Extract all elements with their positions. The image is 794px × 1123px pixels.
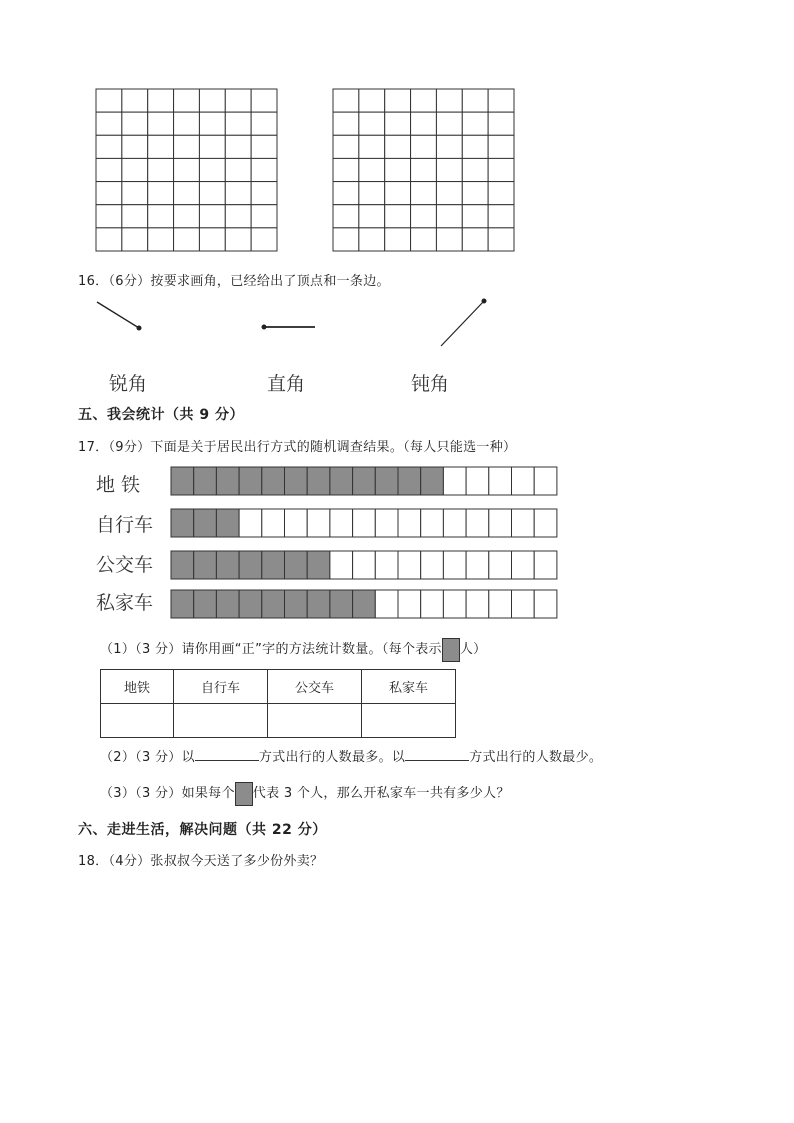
bar-cell-empty (239, 509, 262, 537)
bar-cell-empty (330, 551, 353, 579)
bar-cell-filled (171, 509, 194, 537)
grid-cell (436, 89, 462, 112)
bar-cell-filled (375, 467, 398, 495)
grid-cell (385, 158, 411, 181)
grid-cell (174, 135, 200, 158)
tally-answer-private-car[interactable] (362, 704, 456, 738)
grid-cell (96, 89, 122, 112)
question-16-text: 16．（6分）按要求画角，已经给出了顶点和一条边。 (78, 274, 390, 289)
grid-cell (122, 112, 148, 135)
bar-cell-empty (512, 551, 535, 579)
grid-cell (411, 158, 437, 181)
grid-cell (148, 205, 174, 228)
grid-cell (411, 89, 437, 112)
obtuse-angle-vertex (482, 299, 487, 304)
grid-cell (225, 135, 251, 158)
grid-cell (199, 182, 225, 205)
tally-answer-bus[interactable] (268, 704, 362, 738)
grid-cell (251, 205, 277, 228)
acute-angle-vertex (137, 326, 142, 331)
bar-cell-empty (421, 551, 444, 579)
section-5-title: 五、我会统计（共 9 分） (78, 407, 244, 423)
question-18-text: 18．（4分）张叔叔今天送了多少份外卖？ (78, 854, 324, 869)
bar-cell-filled (194, 467, 217, 495)
tally-answer-subway[interactable] (101, 704, 174, 738)
bar-cell-filled (262, 590, 285, 618)
bar-cell-filled (330, 467, 353, 495)
grid-cell (174, 228, 200, 251)
bar-cell-empty (285, 509, 308, 537)
grid-cell (488, 135, 514, 158)
grid-cell (488, 205, 514, 228)
bar-cell-empty (534, 551, 557, 579)
bar-cell-filled (330, 590, 353, 618)
grid-cell (359, 112, 385, 135)
grid-cell (359, 135, 385, 158)
grid-cell (488, 112, 514, 135)
bar-cell-filled (194, 551, 217, 579)
bar-cell-filled (171, 590, 194, 618)
bar-cell-filled (398, 467, 421, 495)
bar-cell-empty (534, 590, 557, 618)
grid-cell (225, 182, 251, 205)
grid-cell (122, 228, 148, 251)
grid-cell (359, 182, 385, 205)
grid-cell (251, 112, 277, 135)
answer-blank-least[interactable] (405, 747, 469, 761)
grid-cell (199, 205, 225, 228)
bar-cell-empty (443, 551, 466, 579)
bar-cell-filled (307, 467, 330, 495)
obtuse-angle-label: 钝角 (411, 373, 450, 395)
row-label-bus: 公交车 (96, 554, 154, 576)
bar-cell-empty (512, 509, 535, 537)
grid-paper-left (95, 88, 278, 256)
grid-cell (333, 158, 359, 181)
bar-cell-filled (216, 467, 239, 495)
grid-cell (436, 182, 462, 205)
grid-cell (174, 205, 200, 228)
bar-cell-empty (330, 509, 353, 537)
bar-cell-empty (534, 509, 557, 537)
grid-cell (148, 135, 174, 158)
grid-cell (225, 89, 251, 112)
bar-cell-empty (489, 590, 512, 618)
grid-cell (199, 89, 225, 112)
bar-cell-empty (398, 551, 421, 579)
grid-cell (199, 228, 225, 251)
grid-paper-right (332, 88, 515, 256)
grid-cell (411, 205, 437, 228)
bar-cell-filled (194, 509, 217, 537)
grid-cell (225, 205, 251, 228)
obtuse-angle-ray (441, 301, 484, 346)
right-angle-label: 直角 (267, 373, 306, 395)
bar-cell-filled (285, 551, 308, 579)
part-2-text-c: 方式出行的人数最少。 (469, 750, 603, 765)
row-label-bicycle: 自行车 (96, 514, 154, 536)
grid-cell (96, 112, 122, 135)
grid-cell (148, 182, 174, 205)
tally-header-private-car: 私家车 (362, 670, 456, 704)
bar-cell-filled (285, 590, 308, 618)
grid-cell (225, 158, 251, 181)
right-angle-vertex (262, 325, 267, 330)
grid-cell (411, 135, 437, 158)
bar-cell-filled (262, 551, 285, 579)
bar-cell-filled (239, 551, 262, 579)
bar-cell-empty (262, 509, 285, 537)
grid-cell (333, 135, 359, 158)
bar-cell-empty (421, 590, 444, 618)
grid-cell (462, 228, 488, 251)
grid-cell (462, 182, 488, 205)
row-label-subway: 地 铁 (96, 474, 141, 496)
bar-cell-empty (353, 551, 376, 579)
part-1-text-before: （1）（3 分）请你用画“正”字的方法统计数量。（每个表示 (100, 642, 442, 657)
grid-cell (333, 228, 359, 251)
question-17-part-3 (100, 782, 510, 801)
grid-cell (148, 112, 174, 135)
bar-cell-filled (171, 551, 194, 579)
bar-cell-filled (239, 590, 262, 618)
grid-cell (385, 89, 411, 112)
grid-cell (488, 182, 514, 205)
bar-cell-empty (489, 467, 512, 495)
bar-cell-filled (194, 590, 217, 618)
grid-cell (436, 158, 462, 181)
grid-cell (199, 112, 225, 135)
acute-angle-ray (97, 302, 139, 328)
bar-cell-empty (489, 509, 512, 537)
grid-cell (488, 158, 514, 181)
bar-cell-empty (443, 509, 466, 537)
grid-cell (148, 228, 174, 251)
bar-cell-empty (489, 551, 512, 579)
grid-cell (96, 205, 122, 228)
grid-cell (251, 182, 277, 205)
acute-angle-label: 锐角 (109, 373, 148, 395)
question-17-part-1 (100, 638, 486, 657)
part-2-text-a: （2）（3 分）以 (100, 750, 195, 765)
bar-cell-empty (534, 467, 557, 495)
grid-cell (385, 135, 411, 158)
grid-cell (199, 135, 225, 158)
grid-cell (96, 135, 122, 158)
part-3-text-after: 代表 3 个人，那么开私家车一共有多少人？ (252, 786, 510, 801)
grid-cell (411, 228, 437, 251)
bar-cell-filled (285, 467, 308, 495)
grid-cell (359, 158, 385, 181)
grid-cell (225, 228, 251, 251)
bar-cell-filled (216, 590, 239, 618)
grid-cell (359, 228, 385, 251)
gray-square-icon (235, 782, 253, 806)
grid-cell (385, 112, 411, 135)
answer-blank-most[interactable] (195, 747, 259, 761)
grid-cell (411, 182, 437, 205)
grid-cell (174, 112, 200, 135)
bar-cell-empty (375, 590, 398, 618)
grid-cell (251, 135, 277, 158)
grid-cell (385, 182, 411, 205)
tally-table (100, 669, 456, 738)
grid-cell (436, 228, 462, 251)
tally-table-header-row (101, 670, 456, 704)
grid-cell (436, 205, 462, 228)
tally-answer-bicycle[interactable] (174, 704, 268, 738)
bar-cell-empty (466, 509, 489, 537)
grid-cell (488, 89, 514, 112)
bar-cell-empty (307, 509, 330, 537)
grid-cell (122, 182, 148, 205)
grid-cell (174, 89, 200, 112)
row-label-private-car: 私家车 (96, 592, 154, 614)
grid-cell (148, 89, 174, 112)
grid-cell (251, 89, 277, 112)
bar-cell-filled (216, 551, 239, 579)
grid-cell (174, 158, 200, 181)
part-2-text-b: 方式出行的人数最多。以 (258, 750, 406, 765)
bar-cell-filled (239, 467, 262, 495)
bar-cell-empty (466, 590, 489, 618)
bar-cell-filled (307, 551, 330, 579)
travel-mode-bar-grid (170, 466, 560, 622)
part-3-text-before: （3）（3 分）如果每个 (100, 786, 235, 801)
bar-cell-filled (353, 590, 376, 618)
grid-cell (462, 205, 488, 228)
question-17-part-2 (100, 746, 602, 765)
grid-cell (122, 135, 148, 158)
grid-cell (333, 182, 359, 205)
grid-cell (174, 182, 200, 205)
tally-header-subway: 地铁 (101, 670, 174, 704)
grid-cell (385, 228, 411, 251)
tally-header-bus: 公交车 (268, 670, 362, 704)
bar-cell-empty (512, 467, 535, 495)
bar-cell-filled (307, 590, 330, 618)
bar-cell-empty (398, 509, 421, 537)
grid-cell (148, 158, 174, 181)
bar-cell-filled (171, 467, 194, 495)
angle-drawing-area (80, 290, 520, 360)
grid-cell (385, 205, 411, 228)
grid-cell (411, 112, 437, 135)
grid-cell (122, 158, 148, 181)
bar-cell-empty (353, 509, 376, 537)
grid-cell (462, 89, 488, 112)
part-1-text-after: 人） (459, 642, 487, 657)
bar-cell-filled (216, 509, 239, 537)
bar-cell-empty (443, 467, 466, 495)
bar-cell-empty (375, 551, 398, 579)
grid-cell (359, 89, 385, 112)
grid-cell (122, 205, 148, 228)
bar-cell-empty (443, 590, 466, 618)
grid-cell (333, 89, 359, 112)
grid-right-svg (332, 88, 515, 252)
grid-cell (488, 228, 514, 251)
section-6-title: 六、走进生活，解决问题（共 22 分） (78, 822, 327, 838)
bar-cell-empty (512, 590, 535, 618)
bar-cell-filled (353, 467, 376, 495)
grid-cell (333, 205, 359, 228)
grid-cell (96, 228, 122, 251)
grid-cell (199, 158, 225, 181)
grid-cell (436, 135, 462, 158)
grid-cell (462, 158, 488, 181)
grid-cell (251, 228, 277, 251)
bar-cell-filled (421, 467, 444, 495)
grid-cell (251, 158, 277, 181)
bar-cell-empty (375, 509, 398, 537)
bar-cell-filled (262, 467, 285, 495)
grid-cell (96, 158, 122, 181)
grid-left-svg (95, 88, 278, 252)
grid-cell (333, 112, 359, 135)
gray-square-icon (442, 638, 460, 662)
bar-cell-empty (421, 509, 444, 537)
grid-cell (96, 182, 122, 205)
grid-cell (436, 112, 462, 135)
grid-cell (225, 112, 251, 135)
grid-cell (122, 89, 148, 112)
bar-cell-empty (466, 551, 489, 579)
grid-cell (462, 135, 488, 158)
bar-cell-empty (466, 467, 489, 495)
grid-cell (359, 205, 385, 228)
tally-table-answer-row (101, 704, 456, 738)
tally-header-bicycle: 自行车 (174, 670, 268, 704)
bar-cell-empty (398, 590, 421, 618)
question-17-text: 17．（9分）下面是关于居民出行方式的随机调查结果。（每人只能选一种） (78, 440, 517, 455)
grid-cell (462, 112, 488, 135)
